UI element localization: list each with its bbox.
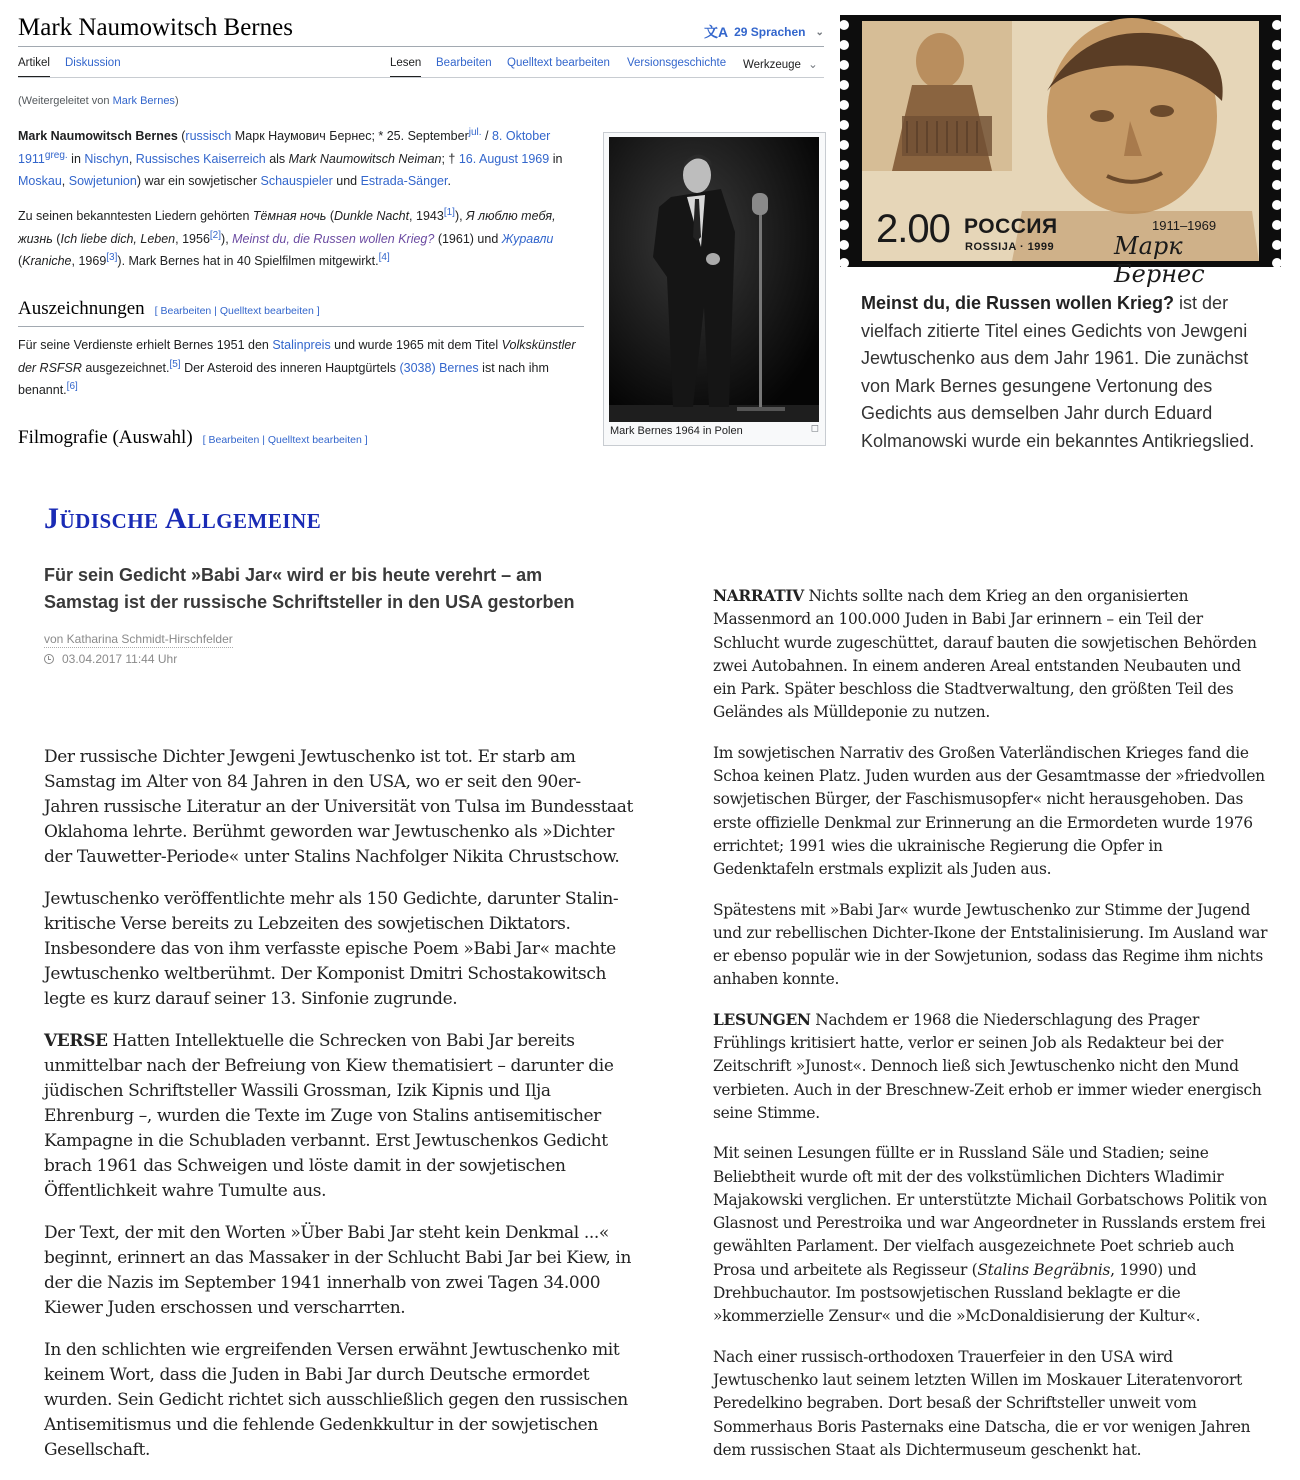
article-column-right bbox=[713, 585, 1268, 1479]
wikipedia-panel bbox=[0, 0, 830, 447]
article-paragraph bbox=[713, 742, 1268, 882]
text: ( bbox=[52, 231, 61, 246]
song-title: Ich liebe dich, Leben bbox=[60, 231, 176, 246]
redirect-suffix: ) bbox=[174, 95, 179, 107]
link-death-date[interactable]: 16. August 1969 bbox=[458, 151, 550, 166]
paragraph-text: Der Text, der mit den Worten »Über Babi Jar steht kein Denkmal ...« beginnt, erinnert an das Massaker in der Schlucht Babi Jar bei Kiew, in der die Nazis im September 1941 innerhalb von zwei Tagen 34.000 Kiewer Juden erschossen und verscharrten. bbox=[44, 1223, 632, 1318]
redirect-link[interactable]: Mark Bernes bbox=[112, 95, 175, 107]
link-stalinpreis[interactable]: Stalinpreis bbox=[272, 338, 331, 352]
heading-divider bbox=[18, 326, 584, 327]
paragraph-text: Mit seinen Lesungen füllte er in Russland Säle und Stadien; seine Beliebtheit wurde oft mit der des volkstümlichen Dichters Wladimir Majakowski verglichen. Er unterstützte Michail Gorbatschows Politik von Glasnost und Perestroika und war Angeordneter in Russlands erstem frei gewählten Parlament. Der vielfach ausgezeichnete Poet schrieb auch Prosa und arbeitete als Regisseur ( bbox=[713, 1144, 1267, 1279]
section-keyword: NARRATIV bbox=[713, 587, 804, 605]
text: ( bbox=[18, 254, 23, 268]
language-count: 29 Sprachen bbox=[734, 25, 806, 39]
film-title: Stalins Begräbnis bbox=[977, 1260, 1111, 1279]
text: Für seine Verdienste erhielt Bernes 1951 den bbox=[18, 338, 273, 352]
tools-label: Werkzeuge bbox=[743, 59, 801, 71]
heading-text: Filmografie (Auswahl) bbox=[18, 427, 193, 448]
link-schauspieler[interactable]: Schauspieler bbox=[260, 174, 333, 188]
link-birth-date[interactable]: 8. Oktober 1911 bbox=[18, 129, 551, 166]
stamp-country: РОССИЯ bbox=[964, 215, 1058, 238]
link-zhuravli[interactable]: Журавли bbox=[501, 231, 554, 246]
article-headline: Für sein Gedicht »Babi Jar« wird er bis heute verehrt – am Samstag ist der russische Schriftsteller in den USA gestorben bbox=[44, 565, 575, 612]
link-nischyn[interactable]: Nischyn bbox=[84, 151, 129, 166]
text: ), bbox=[221, 231, 233, 246]
infobox-image bbox=[603, 132, 826, 446]
text: in bbox=[67, 151, 85, 166]
text: , bbox=[61, 174, 69, 188]
reference-link[interactable]: [1] bbox=[443, 206, 455, 218]
subject-name: Mark Naumowitsch Bernes bbox=[18, 129, 178, 143]
clock-icon bbox=[44, 654, 54, 664]
date-text: 03.04.2017 11:44 Uhr bbox=[62, 652, 178, 666]
text: Zu seinen bekanntesten Liedern gehörten bbox=[18, 209, 253, 223]
award-title: Volkskünstler der RSFSR bbox=[18, 338, 576, 375]
description-text: ist der vielfach zitierte Titel eines Gedichts von Jewgeni Jewtuschenko aus dem Jahr 1961. Die zunächst von Mark Bernes gesungene Vertonung des Gedichts aus demselben Jahr durch Eduard Kolmanowski wurde ein bekanntes Antikriegslied. bbox=[861, 293, 1255, 451]
portrait-photo-graphic bbox=[609, 137, 819, 422]
article-paragraph bbox=[44, 1029, 634, 1204]
portrait-photo[interactable] bbox=[609, 137, 819, 422]
section-edit-links[interactable] bbox=[203, 434, 368, 446]
birth-name: Mark Naumowitsch Neiman bbox=[288, 151, 442, 166]
song-title: Тёмная ночь bbox=[252, 209, 327, 223]
text: (1961) und bbox=[434, 231, 502, 246]
link-moskau[interactable]: Moskau bbox=[18, 174, 62, 188]
link-estrada[interactable]: Estrada bbox=[360, 174, 404, 188]
songs-paragraph bbox=[18, 205, 592, 273]
article-paragraph bbox=[44, 887, 634, 1012]
postage-stamp bbox=[840, 15, 1281, 288]
tab-quelltext-bearbeiten[interactable]: Quelltext bearbeiten bbox=[507, 57, 610, 69]
text: ( bbox=[177, 129, 186, 143]
tools-menu[interactable] bbox=[743, 57, 818, 76]
link-julian[interactable]: jul. bbox=[468, 126, 482, 138]
text: und bbox=[332, 174, 361, 188]
paragraph-text: Spätestens mit »Babi Jar« wurde Jewtuschenko zur Stimme der Jugend und zur rebellischen Dichter-Ikone der Entstalinisierung. Im Ausland war er ebenso populär wie in der Sowjetunion, sodass das Regime ihm nichts anhaben konnte. bbox=[713, 900, 1268, 989]
text: ausgezeichnet. bbox=[81, 360, 170, 375]
text: , 1943 bbox=[409, 209, 444, 223]
text: Марк Наумович Бернес; * 25. September bbox=[231, 129, 469, 143]
heading-filmografie bbox=[18, 427, 368, 449]
translate-icon: 文A bbox=[704, 24, 729, 40]
image-caption: Mark Bernes 1964 in Polen bbox=[610, 425, 743, 437]
paragraph-text: Jewtuschenko veröffentlichte mehr als 150 Gedichte, darunter Stalin-kritische Verse bereits zu Lebzeiten des sowjetischen Diktators. Insbesondere das von ihm verfasste epische Poem »Babi Jar« machte Jewtuschenko weltberühmt. Der Komponist Dmitri Schostakowitsch legte es kurz darauf seiner 13. Sinfonie zugrunde. bbox=[44, 889, 619, 1009]
awards-paragraph bbox=[18, 334, 592, 402]
edit-links-text: [ Bearbeiten | Quelltext bearbeiten ] bbox=[154, 305, 320, 317]
article-paragraph bbox=[713, 1009, 1268, 1125]
article-paragraph bbox=[713, 1142, 1268, 1328]
tab-diskussion[interactable]: Diskussion bbox=[65, 57, 121, 69]
text: ; † bbox=[441, 151, 459, 166]
link-russisch[interactable]: russisch bbox=[185, 129, 232, 143]
enlarge-icon[interactable]: ◻ bbox=[810, 423, 819, 434]
paragraph-text: Hatten Intellektuelle die Schrecken von Babi Jar bereits unmittelbar nach der Befreiung von Kiew thematisiert – darunter die jüdischen Schriftsteller Wassili Grossman, Izik Kipnis und Ilja Ehrenburg –, wurden die Texte im Zuge von Stalins antisemitischer Kampagne in die Schubladen verbannt. Erst Jewtuschenkos Gedicht brach 1961 das Schweigen und löste damit in der sowjetischen Öffentlichkeit wahre Tumulte aus. bbox=[44, 1031, 614, 1201]
text: , 1956 bbox=[175, 231, 210, 246]
article-paragraph bbox=[44, 745, 634, 870]
paragraph-text: , 1990) und Drehbuchautor. Im postsowjetischen Russland beklagte er die »kommerzielle Zensur« und die »McDonaldisierung der Kultur«. bbox=[713, 1260, 1201, 1326]
song-title: Dunkle Nacht bbox=[334, 209, 410, 223]
page-tabs bbox=[18, 57, 824, 77]
paragraph-text: Nach einer russisch-orthodoxen Trauerfeier in den USA wird Jewtuschenko laut seinem letzten Willen im Moskauer Literatenvorort Peredelkino begraben. Dort besaß der Schriftsteller unweit vom Sommerhaus Boris Pasternaks eine Datscha, die er vor wenigen Jahren dem russischen Staat als Dichtermuseum geschenkt hat. bbox=[713, 1347, 1251, 1459]
paragraph-text: Im sowjetischen Narrativ des Großen Vaterländischen Krieges fand die Schoa keinen Platz. Juden wurden aus der Gesamtmasse der »friedvollen sowjetischen Bürger, der Faschismusopfer« nicht herausgehoben. Das erste offizielle Denkmal zur Erinnerung an die Ermordeten wurde 1976 errichtet; 1991 wies die ukrainische Regierung die Opfer in Gedenktafeln erstmals explizit als Juden aus. bbox=[713, 743, 1265, 879]
paragraph-text: Der russische Dichter Jewgeni Jewtuschenko ist tot. Er starb am Samstag im Alter von 84 Jahren in den USA, wo er seit den 90er-Jahren russische Literatur an der Universität von Tulsa im Bundesstaat Oklahoma lehrte. Berühmt geworden war Jewtuschenko als »Dichter der Tauwetter-Periode« unter Stalins Nachfolger Nikita Chrustschow. bbox=[44, 747, 633, 867]
chevron-down-icon: ⌄ bbox=[808, 59, 818, 71]
reference-link[interactable]: [2] bbox=[209, 229, 222, 241]
link-saenger[interactable]: -Sänger bbox=[403, 174, 448, 188]
tab-lesen[interactable]: Lesen bbox=[390, 57, 421, 78]
chevron-down-icon: ⌄ bbox=[815, 26, 824, 38]
link-russisches-kaiserreich[interactable]: Russisches Kaiserreich bbox=[135, 151, 266, 166]
newspaper-logo[interactable]: Jüdische Allgemeine bbox=[44, 502, 322, 535]
tab-versionsgeschichte[interactable]: Versionsgeschichte bbox=[627, 57, 727, 69]
language-selector[interactable] bbox=[704, 22, 824, 42]
article-byline[interactable]: von Katharina Schmidt-Hirschfelder bbox=[44, 632, 233, 646]
paragraph-text: Nachdem er 1968 die Niederschlagung des Prager Frühlings kritisiert hatte, verlor er seinen Job als Redakteur bei der Zeitschrift »Junost«. Dennoch ließ sich Jewtuschenko nicht den Mund verbieten. Auch in der Breschnew-Zeit erhob er immer wieder energisch seine Stimme. bbox=[713, 1010, 1262, 1122]
text: ), bbox=[454, 209, 467, 223]
text: / bbox=[481, 129, 492, 143]
section-keyword: VERSE bbox=[44, 1031, 108, 1051]
text: , 1969 bbox=[71, 254, 107, 268]
article-paragraph bbox=[713, 899, 1268, 992]
text: in bbox=[549, 151, 563, 166]
link-asteroid[interactable]: (3038) Bernes bbox=[399, 360, 479, 375]
article-column-left bbox=[44, 745, 634, 1480]
text: Der Asteroid des inneren Hauptgürtels bbox=[180, 360, 400, 375]
tab-artikel[interactable]: Artikel bbox=[18, 57, 50, 78]
article-paragraph bbox=[713, 585, 1268, 725]
stamp-years: 1911–1969 bbox=[1152, 218, 1217, 233]
section-edit-links[interactable] bbox=[155, 305, 320, 317]
link-meinst-du[interactable]: Meinst du, die Russen wollen Krieg? bbox=[232, 231, 435, 246]
stamp-artwork bbox=[862, 21, 1259, 288]
text: , bbox=[128, 151, 136, 166]
text: ( bbox=[326, 209, 334, 223]
song-title: Я люблю тебя, жизнь bbox=[18, 209, 556, 246]
article-paragraph bbox=[44, 1221, 634, 1321]
text: . bbox=[447, 174, 451, 188]
reference-link[interactable]: [4] bbox=[378, 251, 390, 263]
text: ) war ein sowjetischer bbox=[136, 174, 261, 188]
text: und wurde 1965 mit dem Titel bbox=[330, 338, 502, 352]
reference-link[interactable]: [3] bbox=[106, 251, 118, 263]
article-paragraph bbox=[44, 1338, 634, 1463]
tabs-divider bbox=[18, 77, 824, 78]
reference-link[interactable]: [6] bbox=[66, 380, 78, 392]
song-title: Meinst du, die Russen wollen Krieg? bbox=[861, 293, 1175, 313]
text: ist nach ihm benannt. bbox=[18, 360, 549, 397]
song-title: Kraniche bbox=[22, 254, 72, 268]
title-divider bbox=[18, 46, 824, 47]
song-description bbox=[861, 290, 1271, 455]
paragraph-text: In den schlichten wie ergreifenden Versen erwähnt Jewtuschenko mit keinem Wort, dass die Juden in Babi Jar durch Deutsche ermordet wurden. Sein Gedicht richtet sich ausschließlich gegen den russischen Antisemitismus und die fehlende Gedenkkultur in der sowjetischen Gesellschaft. bbox=[44, 1340, 628, 1460]
text: als bbox=[265, 151, 289, 166]
text: ). Mark Bernes hat in 40 Spielfilmen mitgewirkt. bbox=[117, 254, 379, 268]
intro-paragraph bbox=[18, 125, 592, 193]
section-keyword: LESUNGEN bbox=[713, 1010, 811, 1029]
paragraph-text: Nichts sollte nach dem Krieg an den organisierten Massenmord an 100.000 Juden in Babi Jar erinnern – ein Teil der Schlucht wurde zugeschüttet, darauf bauten die sowjetischen Behörden zwei Autobahnen. In einem anderen Areal entstanden Neubauten und ein Park. Später beschloss die Stadtverwaltung, den größten Teil des Geländes als Mülldeponie zu nutzen. bbox=[713, 587, 1257, 722]
page-title: Mark Naumowitsch Bernes bbox=[18, 14, 293, 41]
reference-link[interactable]: [5] bbox=[169, 358, 181, 370]
stamp-value: 2.00 bbox=[876, 207, 950, 251]
article-paragraph bbox=[713, 1346, 1268, 1462]
heading-auszeichnungen bbox=[18, 298, 320, 320]
heading-text: Auszeichnungen bbox=[18, 298, 145, 319]
tab-bearbeiten[interactable]: Bearbeiten bbox=[436, 57, 492, 69]
stamp-country-latin: ROSSIJA · 1999 bbox=[965, 241, 1055, 253]
link-gregorian[interactable]: greg. bbox=[44, 149, 68, 161]
edit-links-text: [ Bearbeiten | Quelltext bearbeiten ] bbox=[202, 434, 368, 446]
redirect-note bbox=[18, 95, 179, 107]
link-sowjetunion[interactable]: Sowjetunion bbox=[68, 174, 137, 188]
stamp-signature: Марк Бернес bbox=[1114, 232, 1205, 288]
redirect-prefix: (Weitergeleitet von bbox=[18, 95, 113, 107]
article-date bbox=[44, 652, 177, 666]
